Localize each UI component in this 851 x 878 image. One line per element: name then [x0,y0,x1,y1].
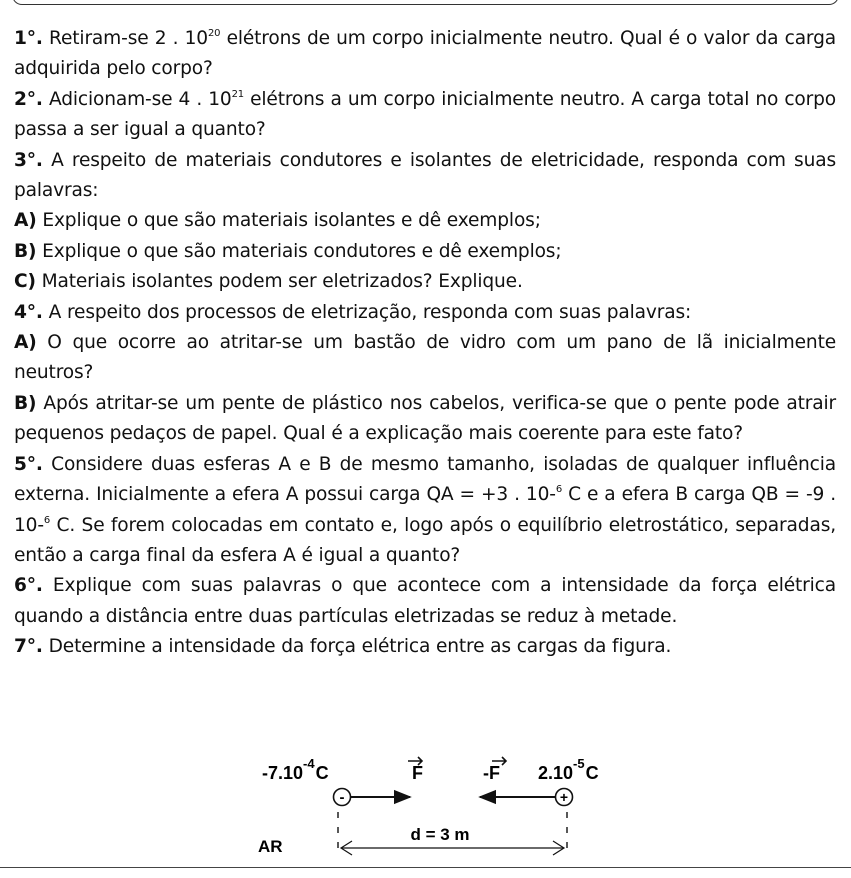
question-3c [14,267,836,297]
top-border [12,0,839,5]
exponent: 20 [207,28,221,39]
charges-figure [0,740,851,870]
item-text: Materiais isolantes podem ser eletrizados? Explique. [35,271,523,293]
question-text: elétrons a um corpo inicialmente neutro. A carga total no corpo passa a ser igual a quanto? [14,88,837,141]
force-label-f: F [412,763,423,783]
question-3b [14,237,836,267]
item-text: Após atritar-se um pente de plástico nos cabelos, verifica-se que o pente pode atrair pequenos pedaços de papel. Qual é a explicação mais coerente para este fato? [14,392,836,445]
medium-label: AR [258,837,283,856]
charges-diagram [0,740,851,870]
exercise-sheet [14,24,836,663]
question-number: 5°. [14,453,43,475]
question-text: C. Se forem colocadas em contato e, logo após o equilíbrio eletrostático, separadas, então a carga final da esfera A é igual a quanto? [14,514,836,566]
question-text: C e a efera B carga QB = -9 . 10- [14,484,836,536]
question-6 [14,571,836,632]
exponent: 6 [43,514,51,526]
question-number: 2°. [14,88,43,110]
question-text: Considere duas esferas A e B de mesmo tamanho, isoladas de qualquer influência externa. Inicialmente a efera A possui carga QA = +3 . 10- [14,453,836,506]
question-4b [14,389,836,450]
question-text: Determine a intensidade da força elétrica entre as cargas da figura. [42,636,672,658]
question-7 [14,632,836,662]
item-text: Explique o que são materiais condutores e dê exemplos; [36,240,562,262]
charge-1-label: $-7.10^{-4}C$ [262,756,329,783]
question-3 [14,146,836,207]
question-1 [14,24,836,85]
item-letter: B) [14,392,37,414]
distance-label: d = 3 m [410,825,470,844]
question-4a [14,328,836,389]
question-5 [14,450,836,572]
question-number: 1°. [14,28,43,49]
item-letter: A) [14,210,37,232]
negative-sign: - [339,789,345,806]
item-text: O que ocorre ao atritar-se um bastão de vidro com um pano de lã inicialmente neutros? [14,332,836,384]
exponent: 21 [231,88,245,100]
exponent: 6 [555,484,563,496]
question-text: A respeito dos processos de eletrização, responda com suas palavras: [42,301,692,323]
question-3a [14,206,836,236]
charge-2-label: $2.10^{-5}C$ [538,756,599,783]
item-letter: A) [14,332,37,354]
question-number: 3°. [14,149,43,171]
force-label-minus-f: -F [483,763,500,783]
question-text: Retiram-se 2 . 10 [42,28,208,49]
question-text: Adicionam-se 4 . 10 [42,88,232,110]
item-letter: B) [14,240,37,262]
bottom-border [0,867,851,868]
question-text: Explique com suas palavras o que acontece com a intensidade da força elétrica quando a distância entre duas partículas eletrizadas se reduz à metade. [14,575,836,627]
question-number: 7°. [14,636,43,658]
question-2 [14,85,836,146]
item-letter: C) [14,271,36,293]
question-text: A respeito de materiais condutores e isolantes de eletricidade, responda com suas palavras: [14,149,836,202]
question-number: 4°. [14,301,43,323]
positive-sign: + [559,789,569,805]
question-4 [14,298,836,328]
question-text: elétrons de um corpo inicialmente neutro. Qual é o valor da carga adquirida pelo corpo? [14,28,836,80]
question-number: 6°. [14,575,43,597]
item-text: Explique o que são materiais isolantes e dê exemplos; [36,210,541,232]
